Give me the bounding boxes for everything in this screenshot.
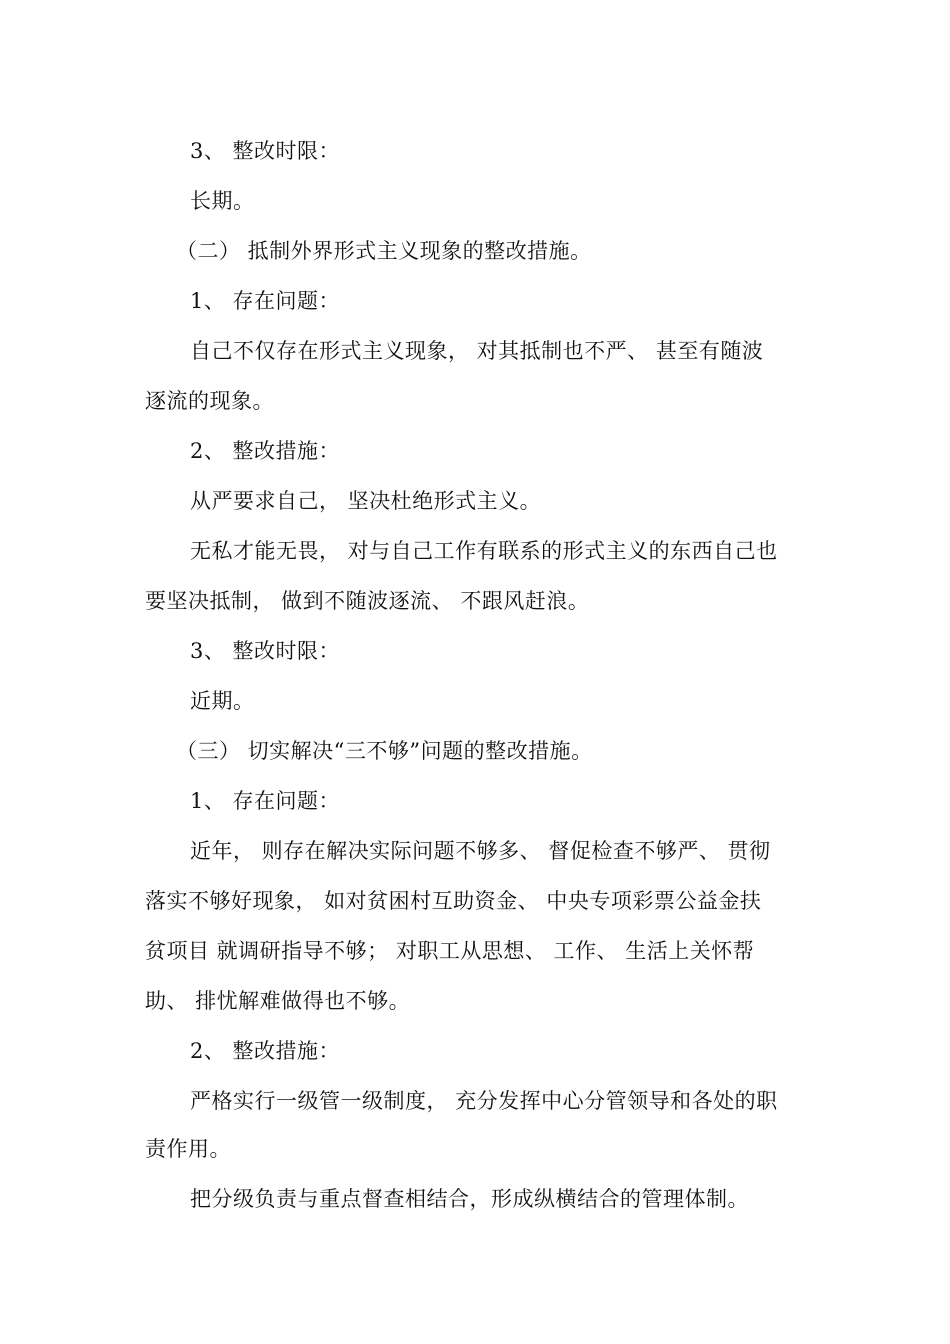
text-line: 从严要求自己， 坚决杜绝形式主义。: [190, 489, 542, 513]
text-line: 助、 排忧解难做得也不够。: [145, 989, 411, 1013]
text-line: 把分级负责与重点督查相结合，形成纵横结合的管理体制。: [190, 1187, 749, 1211]
text-line: 贫项目 就调研指导不够； 对职工从思想、 工作、 生活上关怀帮: [145, 939, 755, 963]
text-line: 近年， 则存在解决实际问题不够多、 督促检查不够严、 贯彻: [190, 839, 771, 863]
text-line: 2、 整改措施：: [190, 439, 341, 463]
text-line: 逐流的现象。: [145, 389, 274, 413]
text-line: 2、 整改措施：: [190, 1039, 341, 1063]
text-line: 无私才能无畏， 对与自己工作有联系的形式主义的东西自己也: [190, 539, 778, 563]
text-line: 近期。: [190, 689, 255, 713]
text-line: 责作用。: [145, 1137, 231, 1161]
text-line: 严格实行一级管一级制度， 充分发挥中心分管领导和各处的职: [190, 1089, 778, 1113]
text-line: 1、 存在问题：: [190, 289, 341, 313]
section-heading: （三） 切实解决“三不够”问题的整改措施。: [176, 739, 593, 763]
text-line: 落实不够好现象， 如对贫困村互助资金、 中央专项彩票公益金扶: [145, 889, 762, 913]
text-line: 3、 整改时限：: [190, 639, 341, 663]
text-line: 长期。: [190, 189, 255, 213]
text-line: 3、 整改时限：: [190, 139, 341, 163]
text-line: 要坚决抵制， 做到不随波逐流、 不跟风赶浪。: [145, 589, 590, 613]
text-line: 自己不仅存在形式主义现象， 对其抵制也不严、 甚至有随波: [190, 339, 764, 363]
section-heading: （二） 抵制外界形式主义现象的整改措施。: [176, 239, 592, 263]
text-line: 1、 存在问题：: [190, 789, 341, 813]
